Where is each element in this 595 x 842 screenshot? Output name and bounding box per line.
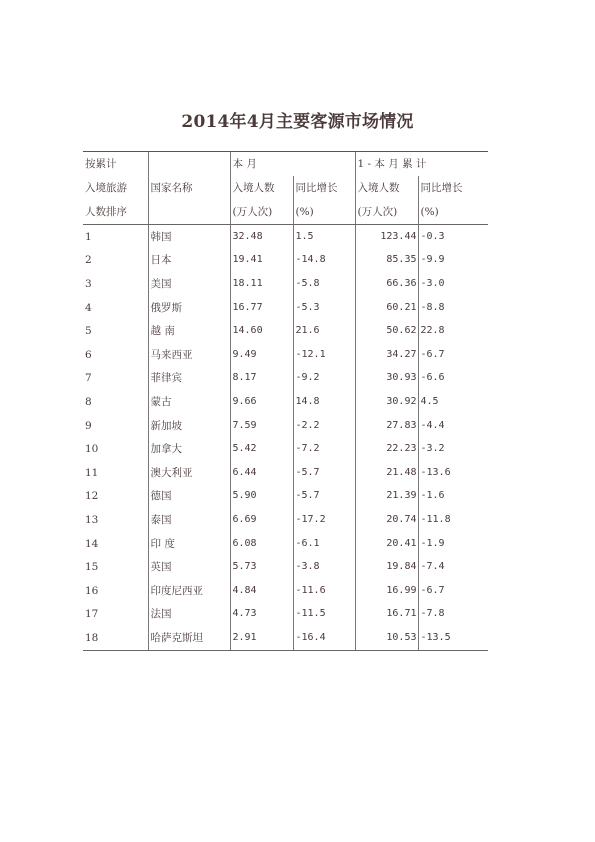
table-row — [83, 367, 488, 391]
table-row — [83, 414, 488, 438]
rank-cell: 18 — [83, 626, 148, 650]
rank-cell: 12 — [85, 490, 99, 503]
ytd-growth-cell: -1.9 — [418, 532, 488, 556]
ytd-arrivals-cell: 21.39 — [355, 485, 418, 509]
month-growth-cell: -12.1 — [293, 343, 355, 367]
ytd-growth-cell: -6.6 — [418, 367, 488, 391]
table-row — [83, 225, 488, 249]
ytd-arrivals-cell: 30.92 — [355, 390, 418, 414]
country-cell: 加拿大 — [148, 437, 230, 461]
rank-cell: 8 — [85, 395, 92, 408]
table-row — [83, 296, 488, 320]
month-growth-cell: -3.8 — [293, 555, 355, 579]
month-arrivals-cell: 7.59 — [230, 414, 293, 438]
ytd-arrivals-unit-header: (万人次) — [355, 200, 418, 225]
rank-cell: 14 — [85, 537, 99, 550]
month-arrivals-cell: 8.17 — [230, 367, 293, 391]
country-header: 国家名称 — [148, 176, 230, 200]
ytd-growth-cell: -3.0 — [418, 272, 488, 296]
month-arrivals-cell: 6.08 — [230, 532, 293, 556]
ytd-arrivals-cell: 20.41 — [355, 532, 418, 556]
month-arrivals-cell: 4.84 — [230, 579, 293, 603]
table-row — [83, 437, 488, 461]
month-growth-cell: -11.5 — [293, 603, 355, 627]
table-row — [83, 508, 488, 532]
table-row — [83, 461, 488, 485]
rank-cell: 3 — [85, 277, 92, 290]
ytd-growth-cell: 22.8 — [418, 319, 488, 343]
ytd-arrivals-cell: 60.21 — [355, 296, 418, 320]
country-header-blank — [148, 152, 230, 177]
table-row — [83, 532, 488, 556]
country-cell: 菲律宾 — [148, 367, 230, 391]
ytd-arrivals-cell: 22.23 — [355, 437, 418, 461]
month-growth-cell: -5.7 — [293, 485, 355, 509]
country-cell: 美国 — [148, 272, 230, 296]
ytd-arrivals-cell: 27.83 — [355, 414, 418, 438]
month-arrivals-cell: 19.41 — [230, 249, 293, 273]
table-row — [83, 319, 488, 343]
month-arrivals-cell: 5.73 — [230, 555, 293, 579]
month-growth-cell: -2.2 — [293, 414, 355, 438]
ytd-arrivals-cell: 30.93 — [355, 367, 418, 391]
rank-cell: 4 — [85, 301, 92, 314]
ytd-arrivals-cell: 66.36 — [355, 272, 418, 296]
ytd-growth-cell: -6.7 — [418, 579, 488, 603]
header-row-2 — [83, 176, 488, 200]
rank-cell: 16 — [85, 584, 99, 597]
rank-cell: 5 — [85, 325, 92, 338]
table-row — [83, 485, 488, 509]
month-growth-cell: -6.1 — [293, 532, 355, 556]
rank-cell: 15 — [85, 561, 99, 574]
table-row — [83, 272, 488, 296]
growth-header: 同比增长 — [293, 176, 355, 200]
growth-unit-header: (%) — [293, 200, 355, 225]
country-cell: 英国 — [148, 555, 230, 579]
country-cell: 日本 — [148, 249, 230, 273]
month-growth-cell: 14.8 — [293, 390, 355, 414]
ytd-growth-cell: 4.5 — [418, 390, 488, 414]
ytd-arrivals-cell: 21.48 — [355, 461, 418, 485]
rank-header-line1: 按累计 — [83, 152, 148, 177]
month-arrivals-cell: 2.91 — [230, 626, 293, 650]
country-cell: 澳大利亚 — [148, 461, 230, 485]
country-header-blank-2 — [148, 200, 230, 225]
rank-cell: 7 — [85, 372, 92, 385]
table-row — [83, 555, 488, 579]
ytd-arrivals-cell: 34.27 — [355, 343, 418, 367]
country-cell: 德国 — [148, 485, 230, 509]
header-row-1 — [83, 152, 488, 177]
country-cell: 法国 — [148, 603, 230, 627]
ytd-arrivals-cell: 123.44 — [355, 225, 418, 249]
month-arrivals-cell: 6.69 — [230, 508, 293, 532]
month-arrivals-cell: 9.49 — [230, 343, 293, 367]
header-row-3 — [83, 200, 488, 225]
rank-cell: 13 — [85, 513, 99, 526]
ytd-growth-cell: -7.4 — [418, 555, 488, 579]
arrivals-header: 入境人数 — [230, 176, 293, 200]
month-growth-cell: -11.6 — [293, 579, 355, 603]
ytd-arrivals-header: 入境人数 — [355, 176, 418, 200]
country-cell: 印 度 — [148, 532, 230, 556]
month-growth-cell: -17.2 — [293, 508, 355, 532]
month-arrivals-cell: 5.42 — [230, 437, 293, 461]
ytd-growth-cell: -13.5 — [418, 626, 488, 650]
table-row — [83, 343, 488, 367]
ytd-growth-header: 同比增长 — [418, 176, 488, 200]
country-cell: 韩国 — [148, 225, 230, 249]
table-row — [83, 626, 488, 650]
month-growth-cell: 1.5 — [293, 225, 355, 249]
ytd-growth-cell: -6.7 — [418, 343, 488, 367]
ytd-arrivals-cell: 20.74 — [355, 508, 418, 532]
month-arrivals-cell: 4.73 — [230, 603, 293, 627]
ytd-growth-cell: -0.3 — [418, 225, 488, 249]
rank-cell: 6 — [85, 348, 92, 361]
rank-cell: 10 — [85, 443, 99, 456]
ytd-growth-cell: -4.4 — [418, 414, 488, 438]
month-growth-cell: -5.3 — [293, 296, 355, 320]
table-row — [83, 390, 488, 414]
ytd-growth-cell: -13.6 — [418, 461, 488, 485]
ytd-arrivals-cell: 19.84 — [355, 555, 418, 579]
rank-header-line3: 人数排序 — [83, 200, 148, 225]
ytd-arrivals-cell: 50.62 — [355, 319, 418, 343]
country-cell: 越 南 — [148, 319, 230, 343]
country-cell: 新加坡 — [148, 414, 230, 438]
rank-cell: 11 — [85, 466, 99, 479]
country-cell: 哈萨克斯坦 — [148, 626, 230, 650]
table-row — [83, 579, 488, 603]
month-growth-cell: 21.6 — [293, 319, 355, 343]
ytd-growth-unit-header: (%) — [418, 200, 488, 225]
country-cell: 泰国 — [148, 508, 230, 532]
country-cell: 马来西亚 — [148, 343, 230, 367]
ytd-growth-cell: -3.2 — [418, 437, 488, 461]
ytd-growth-cell: -7.8 — [418, 603, 488, 627]
rank-cell: 9 — [85, 419, 92, 432]
source-market-table — [83, 151, 488, 651]
table-row — [83, 249, 488, 273]
rank-cell: 17 — [85, 608, 99, 621]
ytd-arrivals-cell: 16.99 — [355, 579, 418, 603]
ytd-growth-cell: -9.9 — [418, 249, 488, 273]
arrivals-unit-header: (万人次) — [230, 200, 293, 225]
ytd-growth-cell: -1.6 — [418, 485, 488, 509]
ytd-header: 1 - 本 月 累 计 — [355, 152, 488, 177]
this-month-header: 本 月 — [230, 152, 355, 177]
ytd-arrivals-cell: 85.35 — [355, 249, 418, 273]
month-growth-cell: -7.2 — [293, 437, 355, 461]
month-growth-cell: -9.2 — [293, 367, 355, 391]
month-growth-cell: -5.7 — [293, 461, 355, 485]
month-arrivals-cell: 9.66 — [230, 390, 293, 414]
ytd-growth-cell: -8.8 — [418, 296, 488, 320]
country-cell: 印度尼西亚 — [148, 579, 230, 603]
country-cell: 俄罗斯 — [148, 296, 230, 320]
table-row — [83, 603, 488, 627]
country-cell: 蒙古 — [148, 390, 230, 414]
month-arrivals-cell: 32.48 — [230, 225, 293, 249]
month-arrivals-cell: 16.77 — [230, 296, 293, 320]
rank-cell: 2 — [85, 254, 92, 267]
ytd-growth-cell: -11.8 — [418, 508, 488, 532]
ytd-arrivals-cell: 16.71 — [355, 603, 418, 627]
month-arrivals-cell: 5.90 — [230, 485, 293, 509]
rank-cell: 1 — [85, 230, 92, 243]
month-growth-cell: -16.4 — [293, 626, 355, 650]
month-growth-cell: -5.8 — [293, 272, 355, 296]
month-arrivals-cell: 6.44 — [230, 461, 293, 485]
rank-header-line2: 入境旅游 — [85, 182, 127, 194]
page-title: 2014年4月主要客源市场情况 — [181, 112, 414, 132]
month-arrivals-cell: 14.60 — [230, 319, 293, 343]
month-growth-cell: -14.8 — [293, 249, 355, 273]
month-arrivals-cell: 18.11 — [230, 272, 293, 296]
ytd-arrivals-cell: 10.53 — [355, 626, 418, 650]
